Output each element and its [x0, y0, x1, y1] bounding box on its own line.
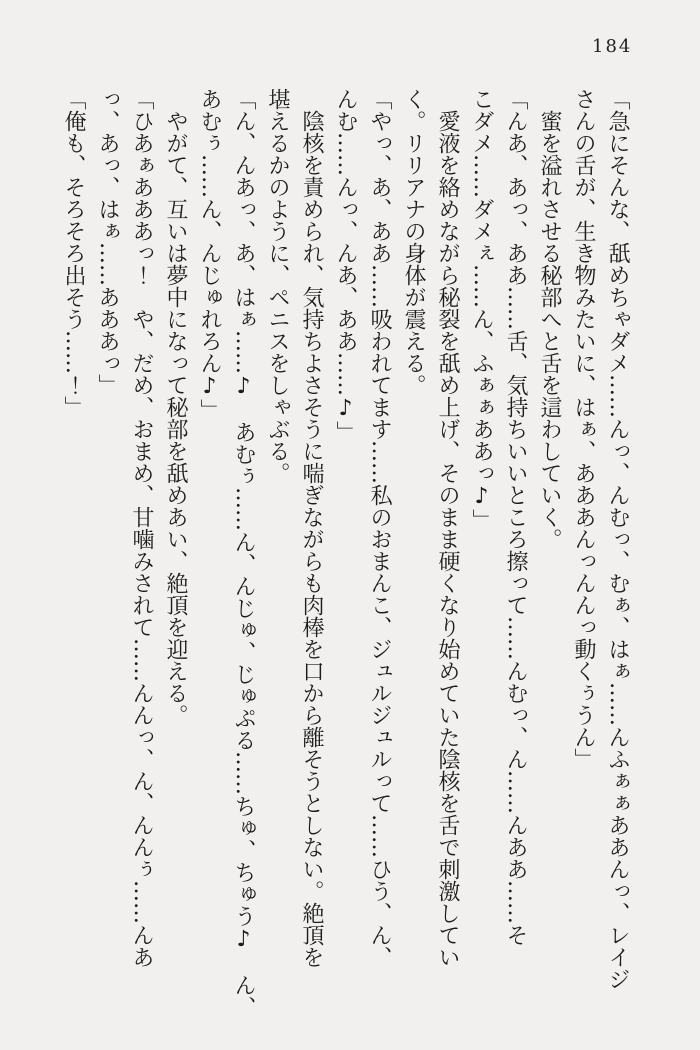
text-line: 陰核を責められ、気持ちよさそうに喘ぎながらも肉棒を口から離そうとしない。絶頂を [299, 110, 324, 968]
text-line: 蜜を溢れさせる秘部へと舌を這わしていく。 [537, 110, 562, 550]
text-line: っ、あっ、はぁ……あああっ」 [95, 88, 120, 396]
text-line: 「やっ、あ、ああ……吸われてます……私のおまんこ、ジュルジュルって……ひう、ん、 [367, 88, 392, 968]
text-line: 堪えるかのように、ペニスをしゃぶる。 [265, 88, 290, 484]
text-line: 「んあ、あっ、ああ……舌、気持ちいいところ擦って……んむっ、ん……んああ……そ [503, 88, 528, 946]
vertical-text-block [56, 88, 634, 1018]
text-line: く。リリアナの身体が震える。 [401, 88, 426, 396]
text-line: 愛液を絡めながら秘裂を舐め上げ、そのまま硬くなり始めていた陰核を舌で刺激してい [435, 110, 460, 968]
page-number: 184 [592, 36, 633, 57]
text-line: 「急にそんな、舐めちゃダメ……んっ、んむっ、むぁ、はぁ……んふぁぁああんっ、レイジ [605, 88, 630, 990]
text-line: あむぅ……ん、んじゅれろん♪」 [197, 88, 222, 421]
text-line: んむ……んっ、んあ、ああ……♪」 [333, 88, 358, 443]
text-line: 「俺も、そろそろ出そう……！」 [61, 88, 86, 418]
text-line: 「ん、んあっ、あ、はぁ……♪ あむぅ……ん、んじゅ、じゅぷる……ちゅ、ちゅう♪ ん、 [231, 88, 256, 1018]
text-line: こダメ……ダメぇ……ん、ふぁぁああっ♪」 [469, 88, 494, 531]
text-line: さんの舌が、生き物みたいに、はぁ、あああんっんんっ動くぅうん」 [571, 88, 596, 770]
text-line: やがて、互いは夢中になって秘部を舐めあい、絶頂を迎える。 [163, 110, 188, 726]
text-line: 「ひあぁあああっ！ や、だめ、おまめ、甘噛みされて……んんっ、ん、んんぅ……んあ [129, 88, 154, 968]
